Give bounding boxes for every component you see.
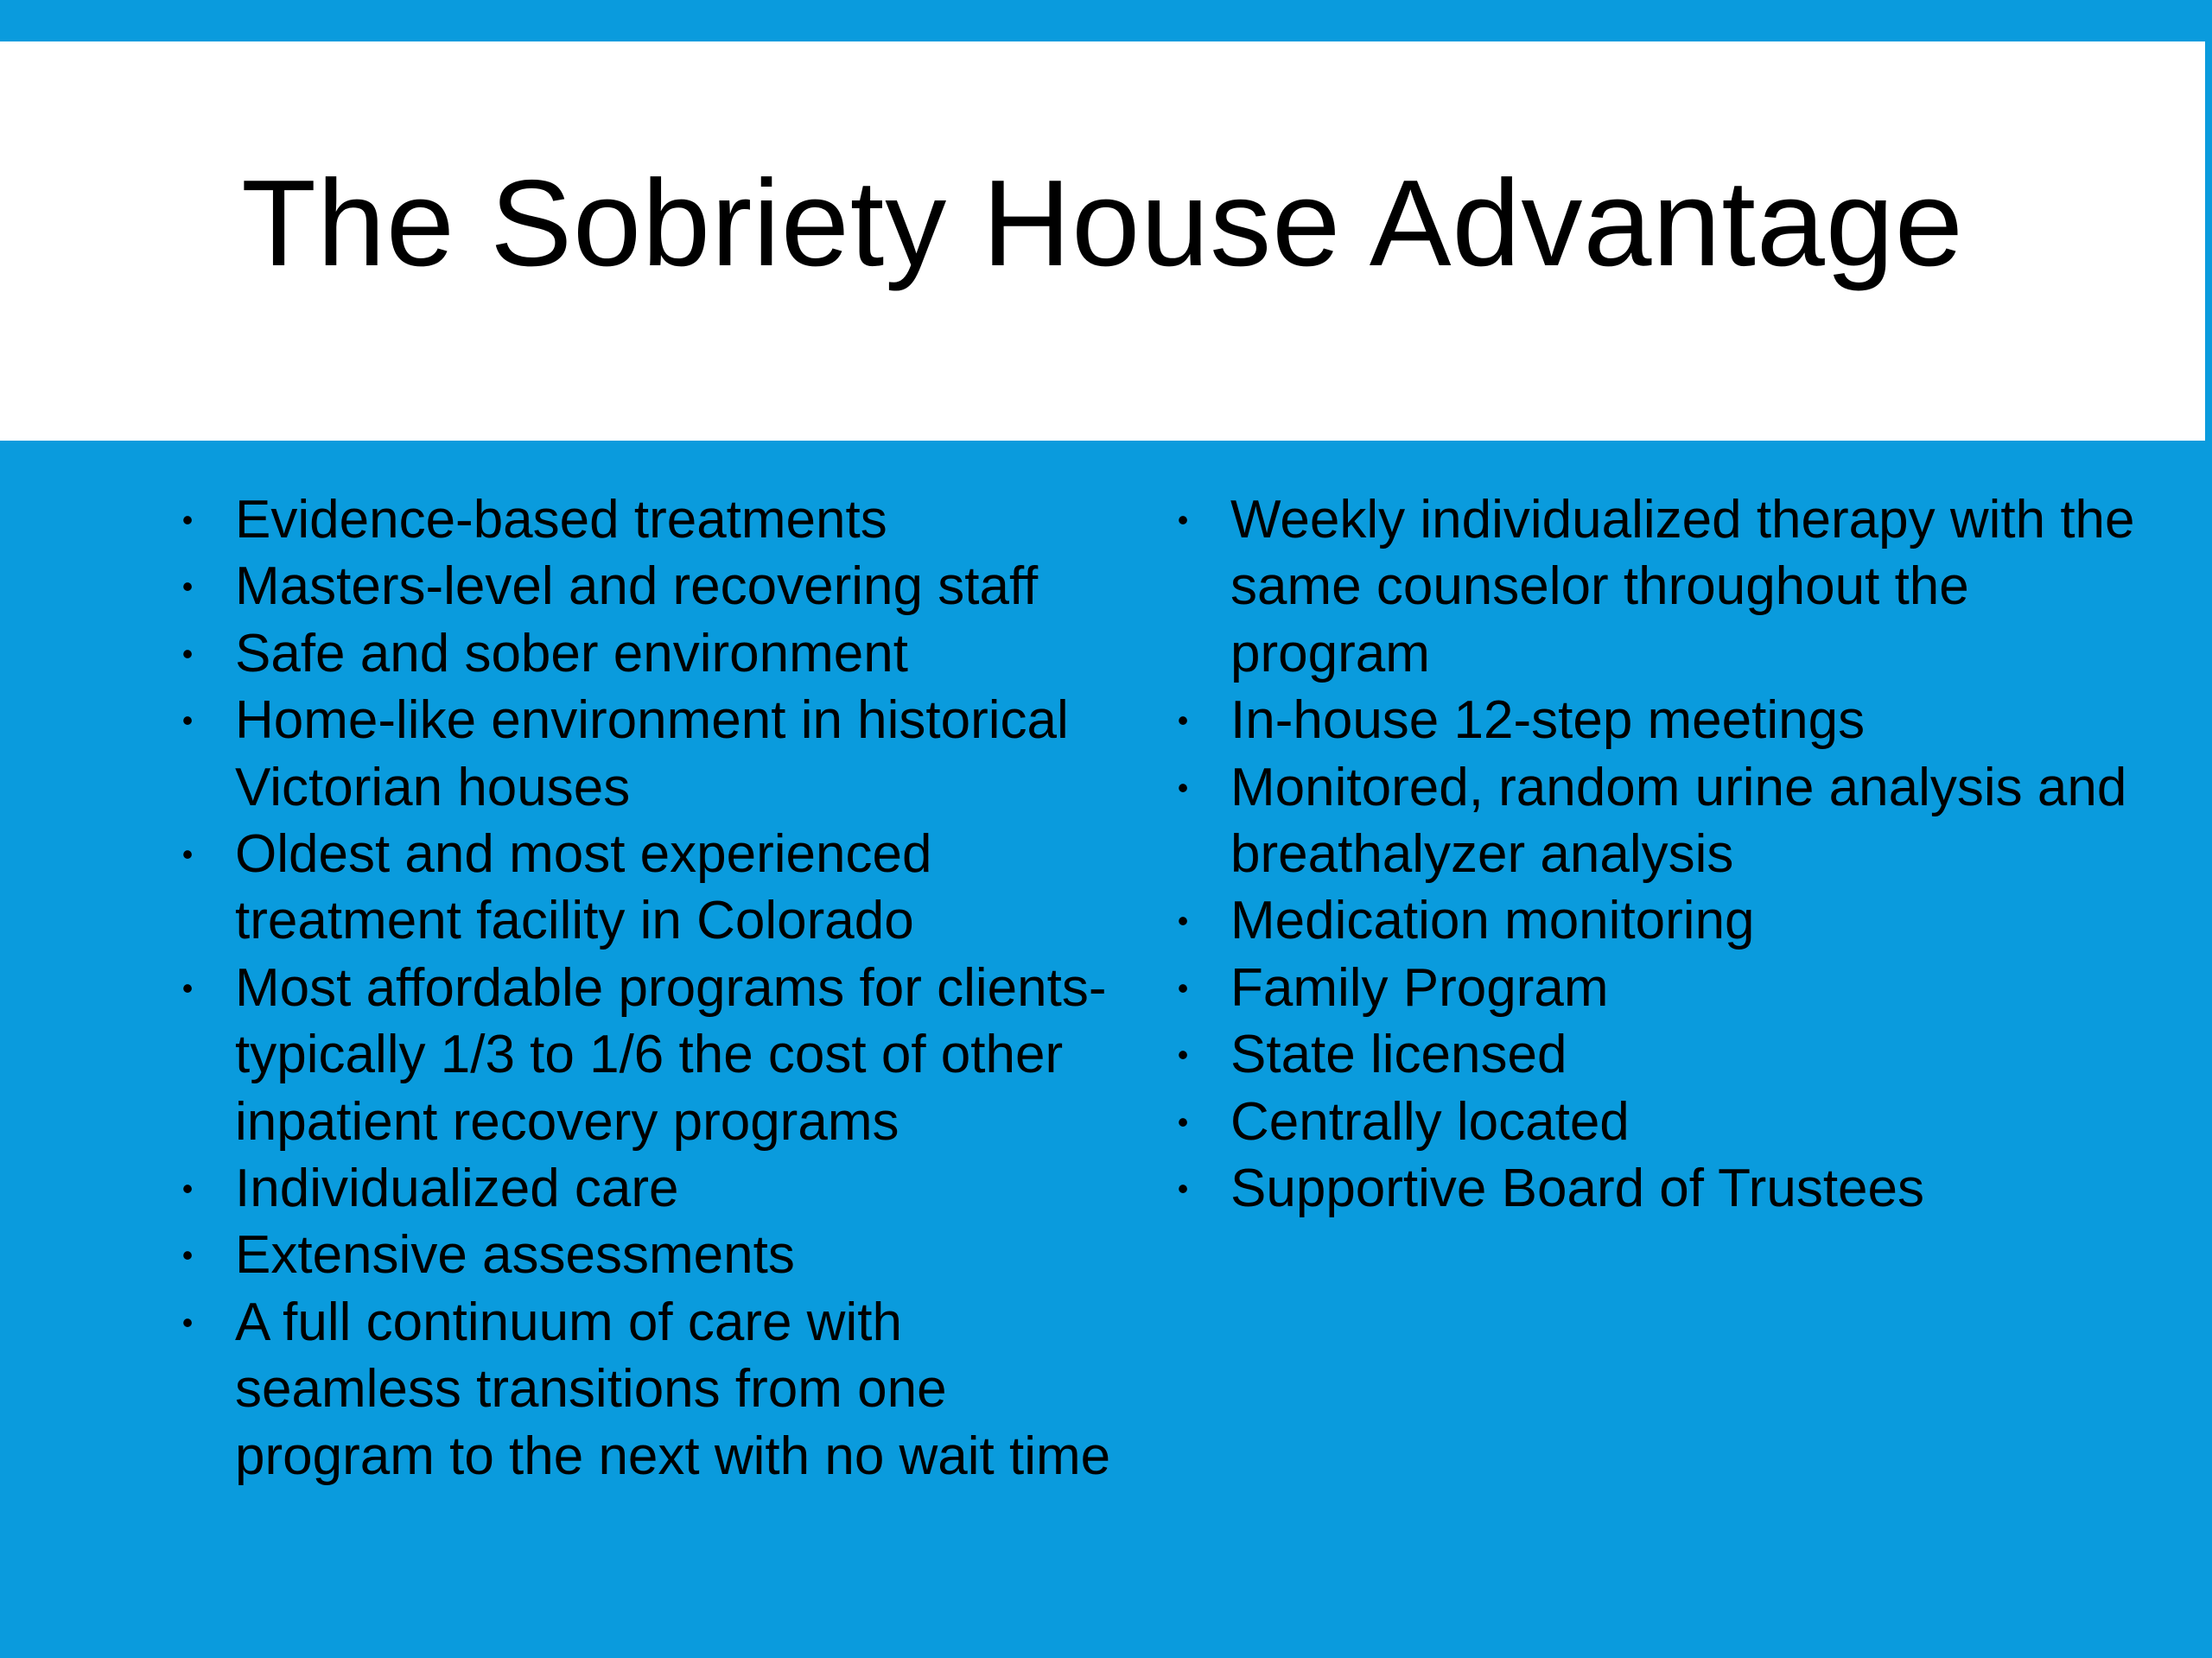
bullet-icon: • — [1177, 1037, 1189, 1073]
bullet-text: Safe and sober environment — [235, 623, 908, 683]
bullet-item — [1173, 754, 2158, 888]
bullet-item — [1173, 1089, 2158, 1155]
bullet-icon: • — [181, 1237, 194, 1274]
bullet-icon: • — [1177, 1103, 1189, 1140]
bullet-item — [1173, 687, 2158, 753]
bullet-text: Supportive Board of Trustees — [1230, 1159, 1925, 1219]
bullet-text: Evidence-based treatments — [235, 490, 887, 549]
bullet-text: Monitored, random urine analysis and breathalyzer analysis — [1230, 757, 2127, 885]
bullet-text: Centrally located — [1230, 1091, 1630, 1152]
bullet-text: Most affordable programs for clients- typically 1/3 to 1/6 the cost of other inpatient recovery programs — [235, 957, 1107, 1152]
bullet-text: A full continuum of care with seamless transitions from one program to the next with no wait time — [235, 1292, 1111, 1486]
bullet-icon: • — [1177, 969, 1189, 1006]
bullet-item — [178, 821, 1137, 955]
right-bullet-list — [1173, 486, 2158, 1222]
bullet-item — [1173, 486, 2158, 687]
bullet-item — [178, 486, 1137, 553]
bullet-icon: • — [1177, 502, 1189, 537]
bullet-item — [1173, 1021, 2158, 1088]
bullet-icon: • — [181, 502, 194, 537]
bullet-item — [1173, 1155, 2158, 1222]
bullet-item — [178, 1289, 1137, 1490]
bullet-text: In-house 12-step meetings — [1230, 690, 1866, 751]
bullet-text: Home-like environment in historical Victorian houses — [235, 690, 1069, 817]
bullet-icon: • — [181, 836, 194, 873]
bullet-item — [1173, 887, 2158, 954]
bullet-text: Individualized care — [235, 1159, 679, 1219]
title-panel-edge — [2205, 41, 2212, 441]
slide-title: The Sobriety House Advantage — [241, 155, 1964, 292]
bullet-icon: • — [181, 569, 194, 605]
bullet-item — [178, 553, 1137, 619]
left-bullet-list — [178, 486, 1137, 1490]
bullet-icon: • — [1177, 903, 1189, 939]
bullet-icon: • — [181, 1171, 194, 1207]
bullet-text: Masters-level and recovering staff — [235, 556, 1039, 617]
top-band — [0, 0, 2212, 41]
bullet-icon: • — [1177, 702, 1189, 739]
bullet-item — [178, 1222, 1137, 1288]
bullet-icon: • — [181, 635, 194, 671]
bullet-icon: • — [181, 702, 194, 739]
bullet-icon: • — [181, 1304, 194, 1340]
title-panel — [0, 41, 2205, 441]
bullet-icon: • — [181, 969, 194, 1006]
bullet-item — [178, 620, 1137, 687]
bullet-item — [178, 1155, 1137, 1222]
bullet-text: Oldest and most experienced treatment facility in Colorado — [235, 824, 932, 951]
bullet-icon: • — [1177, 1171, 1189, 1207]
bullet-text: Medication monitoring — [1230, 891, 1755, 951]
bullet-item — [178, 687, 1137, 821]
bullet-text: Extensive assessments — [235, 1225, 795, 1286]
bullet-icon: • — [1177, 769, 1189, 805]
bullet-item — [178, 955, 1137, 1155]
bullet-text: Family Program — [1230, 957, 1609, 1018]
bullet-text: State licensed — [1230, 1025, 1567, 1085]
bullet-item — [1173, 955, 2158, 1021]
bullet-text: Weekly individualized therapy with the same counselor throughout the program — [1230, 490, 2135, 683]
